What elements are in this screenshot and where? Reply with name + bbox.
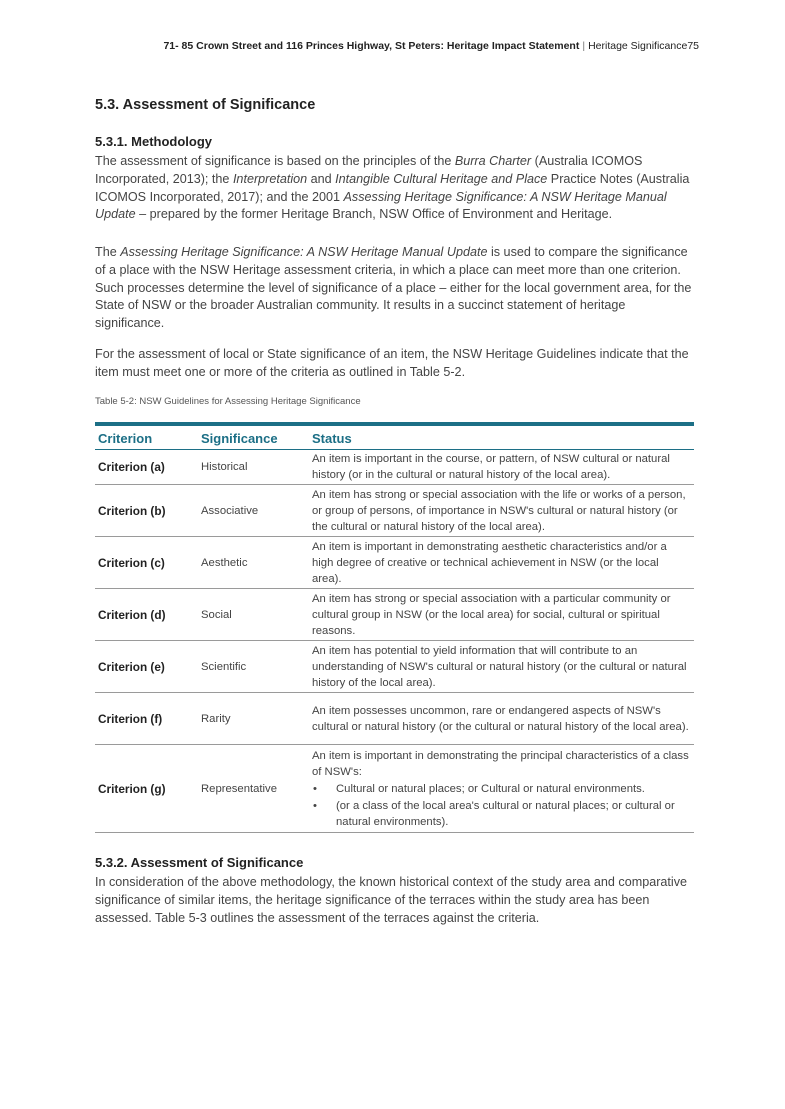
- criterion-cell: Criterion (b): [95, 485, 198, 537]
- criterion-cell: Criterion (d): [95, 589, 198, 641]
- methodology-paragraph-1: The assessment of significance is based on the principles of the Burra Charter (Australia ICOMOS Incorporated, 2013); the Interpretation and Intangible Cultural Heritage and Place Practice Notes (Australia ICOMOS Incorporated, 2017); and the 2001 Assessing Heritage Significance: A NSW Heritage Manual Update – prepared by the former Heritage Branch, NSW Office of Environment and Heritage.: [95, 154, 690, 222]
- methodology-paragraph-3-block: [95, 346, 695, 382]
- column-header-significance: Significance: [198, 424, 309, 450]
- methodology-paragraph-2: The Assessing Heritage Significance: A NSW Heritage Manual Update is used to compare the significance of a place with the NSW Heritage assessment criteria, in which a place can meet more than one criterion. Such processes determine the level of significance of a place – either for the local government area, for the State of NSW or the broader Australian community. It results in a succinct statement of heritage significance.: [95, 245, 692, 331]
- table-row: [95, 485, 694, 537]
- criterion-cell: Criterion (a): [95, 450, 198, 485]
- methodology-paragraph-3: For the assessment of local or State significance of an item, the NSW Heritage Guidelines indicate that the item must meet one or more of the criteria as outlined in Table 5-2.: [95, 347, 689, 379]
- significance-cell: Scientific: [198, 641, 309, 693]
- table-row: [95, 589, 694, 641]
- criterion-cell: Criterion (g): [95, 745, 198, 833]
- methodology-section: [95, 134, 695, 224]
- table-row: [95, 641, 694, 693]
- significance-cell: Rarity: [198, 693, 309, 745]
- assessment-section: [95, 855, 695, 927]
- criterion-cell: Criterion (e): [95, 641, 198, 693]
- status-cell: An item has strong or special association with the life or works of a person, or group of persons, of importance in NSW's cultural or natural history (or the cultural or natural history of the local area).: [309, 485, 694, 537]
- status-cell: An item has potential to yield information that will contribute to an understanding of NSW's cultural or natural history (or the cultural or natural history of the local area).: [309, 641, 694, 693]
- significance-cell: Representative: [198, 745, 309, 833]
- criteria-table: [95, 422, 694, 833]
- significance-cell: Social: [198, 589, 309, 641]
- table-row: [95, 537, 694, 589]
- column-header-status: Status: [309, 424, 694, 450]
- status-cell: An item possesses uncommon, rare or endangered aspects of NSW's cultural or natural history (or the cultural or natural history of the local area).: [309, 693, 694, 745]
- criterion-cell: Criterion (c): [95, 537, 198, 589]
- status-bullet-list: [312, 781, 690, 830]
- table-caption: Table 5-2: NSW Guidelines for Assessing Heritage Significance: [95, 396, 361, 407]
- significance-cell: Aesthetic: [198, 537, 309, 589]
- status-cell: [309, 745, 694, 833]
- section-title: 5.3. Assessment of Significance: [95, 97, 316, 113]
- header-separator: |: [582, 40, 586, 52]
- page-number: 75: [687, 40, 699, 52]
- status-bullet: • (or a class of the local area's cultural or natural places; or cultural or natural environments).: [336, 798, 690, 830]
- status-cell: An item is important in demonstrating aesthetic characteristics and/or a high degree of creative or technical achievement in NSW (or the local area).: [309, 537, 694, 589]
- status-text: An item is important in demonstrating the principal characteristics of a class of NSW's:: [312, 749, 689, 779]
- column-header-criterion: Criterion: [95, 424, 198, 450]
- status-cell: An item has strong or special association with a particular community or cultural group in NSW (or the local area) for social, cultural or spiritual reasons.: [309, 589, 694, 641]
- page-header: [163, 40, 699, 52]
- status-cell: An item is important in the course, or pattern, of NSW cultural or natural history (or in the cultural or natural history of the local area).: [309, 450, 694, 485]
- table-row: [95, 693, 694, 745]
- criterion-cell: Criterion (f): [95, 693, 198, 745]
- table-row: [95, 450, 694, 485]
- assessment-paragraph: In consideration of the above methodology, the known historical context of the study area and comparative significance of similar items, the heritage significance of the terraces within the study area has been assessed. Table 5-3 outlines the assessment of the terraces against the criteria.: [95, 875, 688, 925]
- table-row: [95, 745, 694, 833]
- significance-cell: Associative: [198, 485, 309, 537]
- header-title: 71- 85 Crown Street and 116 Princes Highway, St Peters: Heritage Impact Statement: [163, 40, 580, 52]
- table-header-row: [95, 424, 694, 450]
- significance-cell: Historical: [198, 450, 309, 485]
- methodology-heading: 5.3.1. Methodology: [95, 134, 213, 149]
- methodology-paragraph-2-block: [95, 244, 695, 333]
- assessment-heading: 5.3.2. Assessment of Significance: [95, 855, 304, 870]
- status-bullet: • Cultural or natural places; or Cultural or natural environments.: [336, 781, 690, 797]
- header-section: Heritage Significance: [588, 40, 688, 52]
